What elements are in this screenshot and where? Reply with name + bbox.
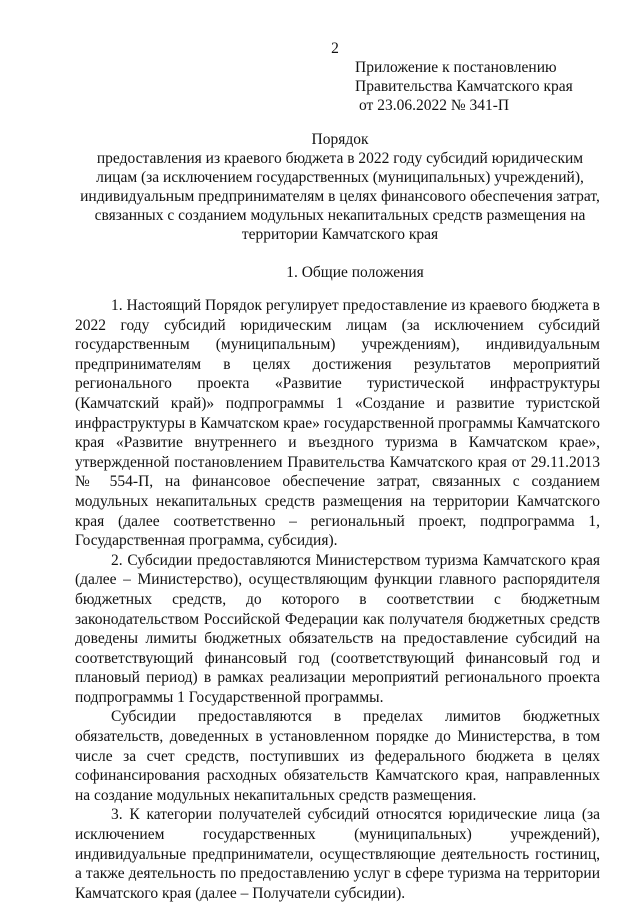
section-heading: 1. Общие положения (286, 264, 424, 281)
document-title (60, 130, 620, 244)
page-number: 2 (331, 40, 339, 57)
paragraph: 2. Субсидии предоставляются Министерством туризма Камчатского края (далее – Министерство), осуществляющим функции главного распорядителя бюджетных средств, до которого в соответствии с бюджетным законодательством Российской Федерации как получателя бюджетных средств доведены лимиты бюджетных обязательств на предоставление субсидий на соответствующий финансовый год (соответствующий финансовый год и плановый период) в рамках реализации мероприятий регионального проекта подпрограммы 1 Государственной программы. (75, 551, 600, 706)
appendix-line: от 23.06.2022 № 341-П (359, 97, 510, 114)
title-line: индивидуальным предпринимателям в целях финансового обеспечения затрат, (80, 188, 600, 205)
paragraph: Субсидии предоставляются в пределах лимитов бюджетных обязательств, доведенных в установленном порядке до Министерства, в том числе за счет средств, поступивших из федерального бюджета в целях софинансирования расходных обязательств Камчатского края, направленных на создание модульных некапитальных средств размещения. (75, 708, 600, 804)
appendix-line: Правительства Камчатского края (355, 78, 573, 95)
appendix-line: Приложение к постановлению (355, 59, 557, 76)
document-body (75, 296, 600, 903)
title-line: территории Камчатского края (241, 226, 439, 243)
paragraph: 1. Настоящий Порядок регулирует предоставление из краевого бюджета в 2022 году субсидий юридическим лицам (за исключением субсидий государственным (муниципальным) учреждениям), индивидуальным предпринимателям в целях достижения результатов мероприятий регионального проекта «Развитие туристической инфраструктуры (Камчатский край)» подпрограммы 1 «Создание и развитие туристской инфраструктуры в Камчатском крае» государственной программы Камчатского края «Развитие внутреннего и въездного туризма в Камчатском крае», утвержденной постановлением Правительства Камчатского края от 29.11.2013 № 554-П, на финансовое обеспечение затрат, связанных с созданием модульных некапитальных средств размещения на территории Камчатского края (далее соответственно – региональный проект, подпрограмма 1, Государственная программа, субсидия). (75, 297, 600, 550)
title-line: предоставления из краевого бюджета в 2022 году субсидий юридическим (96, 150, 584, 167)
paragraph: 3. К категории получателей субсидий относятся юридические лица (за исключением государственных (муниципальных) учреждений), индивидуальные предприниматели, осуществляющие деятельность гостиниц, а также деятельность по предоставлению услуг в сфере туризма на территории Камчатского края (далее – Получатели субсидии). (75, 806, 600, 902)
appendix-block (355, 58, 573, 115)
title-line: Порядок (311, 131, 369, 148)
title-line: лицам (за исключением государственных (муниципальных) учреждений), (96, 169, 584, 186)
title-line: связанных с созданием модульных некапитальных средств размещения на (94, 207, 586, 224)
